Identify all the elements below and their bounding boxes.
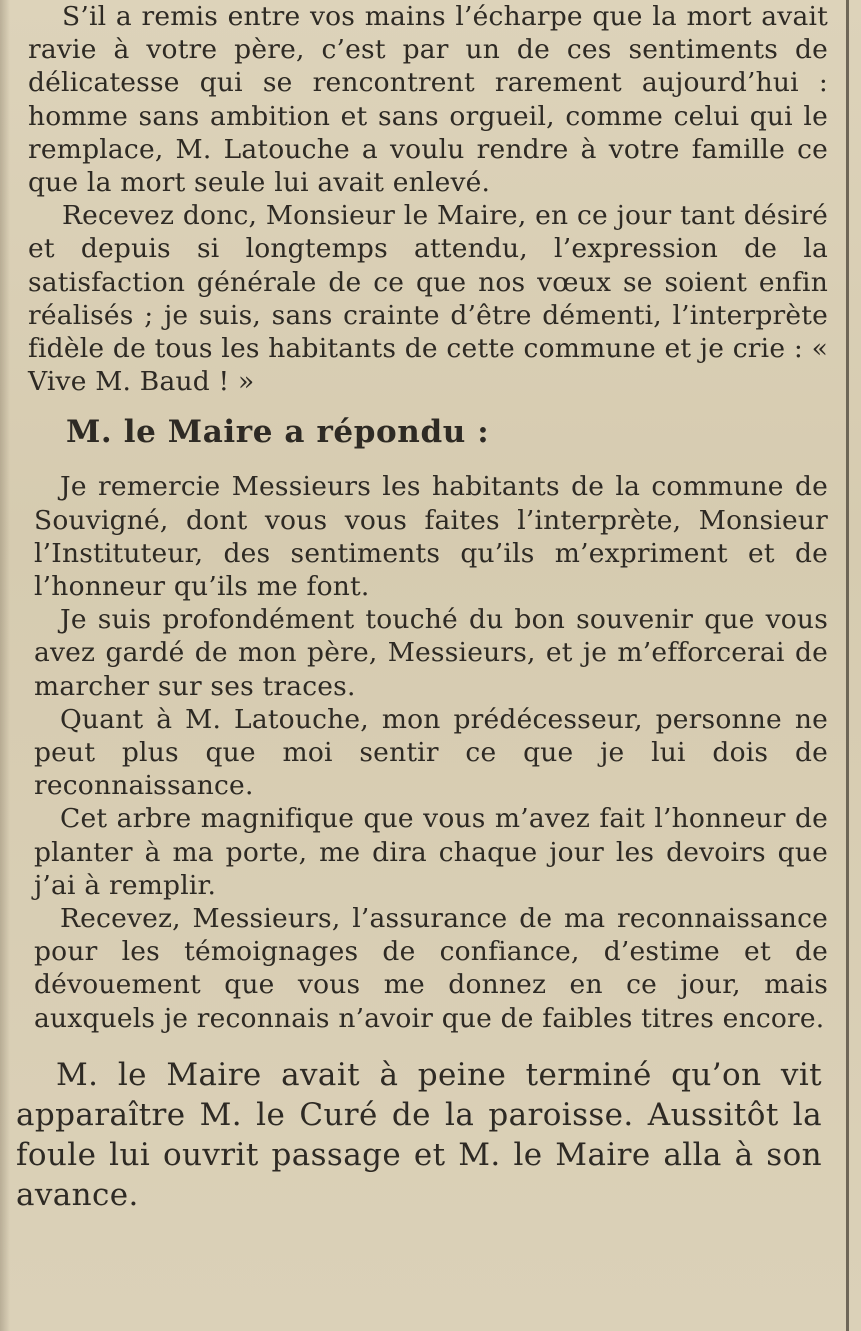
intro-paragraph-2: Recevez donc, Monsieur le Maire, en ce jour tant désiré et depuis si longtemps attendu, l’expression de la satisfaction générale de ce que nos vœux se soient enfin réalisés ; je suis, sans crainte d’être démenti, l’interprète fidèle de tous les habitants de cette commune et je crie : « Vive M. Baud ! » [28,200,828,398]
reply-paragraph-5: Recevez, Messieurs, l’assurance de ma reconnaissance pour les témoignages de confiance, d’estime et de dévouement que vous me donnez en ce jour, mais auxquels je reconnais n’avoir que de faibles titres encore. [34,903,828,1034]
reply-paragraph-2: Je suis profondément touché du bon souvenir que vous avez gardé de mon père, Messieurs, et je m’efforcerai de marcher sur ses traces. [34,604,828,702]
section-heading: M. le Maire a répondu : [66,414,490,451]
closing-paragraph: M. le Maire avait à peine terminé qu’on vit apparaître M. le Curé de la paroisse. Aussitôt la foule lui ouvrit passage et M. le Maire alla à son avance. [16,1056,822,1213]
reply-paragraph-3: Quant à M. Latouche, mon prédécesseur, personne ne peut plus que moi sentir ce que je lui dois de reconnaissance. [34,703,828,802]
intro-section [28,0,828,398]
mayor-reply-section [28,470,828,1034]
intro-paragraph-1: S’il a remis entre vos mains l’écharpe que la mort avait ravie à votre père, c’est par un de ces sentiments de délicatesse qui se rencontrent rarement aujourd’hui : homme sans ambition et sans orgueil, comme celui qui le remplace, M. Latouche a voulu rendre à votre famille ce que la mort seule lui avait enlevé. [28,1,828,199]
reply-paragraph-1: Je remercie Messieurs les habitants de la commune de Souvigné, dont vous vous faites l’interprète, Monsieur l’Instituteur, des sentiments qu’ils m’expriment et de l’honneur qu’ils me font. [34,471,828,603]
page-left-shadow [0,0,10,1331]
column-rule [846,0,849,1331]
reply-paragraph-4: Cet arbre magnifique que vous m’avez fait l’honneur de planter à ma porte, me dira chaque jour les devoirs que j’ai à remplir. [34,803,828,901]
closing-section [16,1055,822,1215]
article-column [16,0,828,1215]
